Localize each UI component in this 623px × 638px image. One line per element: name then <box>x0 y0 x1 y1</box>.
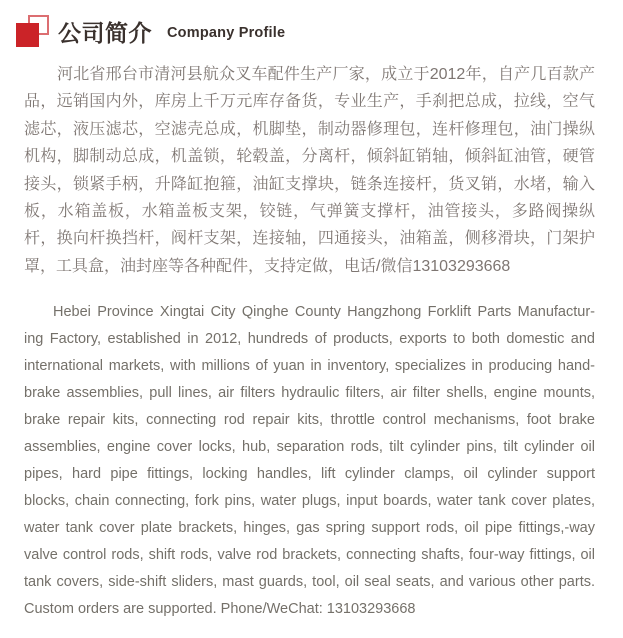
section-title-english: Company Profile <box>167 24 286 41</box>
text-line: pipes, hard pipe fittings, locking handles, lift cylinder clamps, oil cylinder support <box>24 466 595 483</box>
text-line: tank covers, side-shift sliders, mast guards, tool, oil seal seats, and various other parts. <box>24 574 595 591</box>
text-line: 罩，工具盒，油封座等各种配件，支持定做，电话/微信13103293668 <box>24 257 511 275</box>
text-line: international markets, with millions of yuan in inventory, specializes in producing hand- <box>24 358 595 375</box>
text-line: 接头，锁紧手柄，升降缸抱箍，油缸支撑块，链条连接杆，货叉销，水堵，输入 <box>24 175 595 193</box>
text-line: 滤芯，液压滤芯，空滤壳总成，机脚垫，制动器修理包，连杆修理包，油门操纵 <box>24 120 595 138</box>
text-line: Custom orders are supported. Phone/WeChat: 13103293668 <box>24 601 416 618</box>
profile-content <box>24 61 595 623</box>
text-line: valve control rods, shift rods, valve rod brackets, connecting shafts, four-way fittings, oil <box>24 547 595 564</box>
section-title-chinese: 公司简介 <box>58 19 152 46</box>
section-header <box>16 13 623 49</box>
overlapping-squares-icon <box>16 15 51 48</box>
text-line: ing Factory, established in 2012, hundreds of products, exports to both domestic and <box>24 331 595 348</box>
text-line: 河北省邢台市清河县航众叉车配件生产厂家，成立于2012年，自产几百款产 <box>57 66 595 83</box>
text-line: blocks, chain connecting, fork pins, water plugs, input boards, water tank cover plates, <box>24 493 595 510</box>
text-line: brake repair kits, connecting rod repair kits, throttle control mechanisms, foot brake <box>24 412 595 429</box>
text-line: 品，远销国内外，库房上千万元库存备货，专业生产，手刹把总成，拉线，空气 <box>24 93 595 111</box>
text-line: 板，水箱盖板，水箱盖板支架，铰链，气弹簧支撑杆，油管接头，多路阀操纵 <box>24 203 595 221</box>
company-profile-english-paragraph <box>24 299 595 623</box>
text-line: assemblies, engine cover locks, hub, separation rods, tilt cylinder pins, tilt cylinder oil <box>24 439 595 456</box>
text-line: brake assemblies, pull lines, air filters hydraulic filters, air filter shells, engine mounts, <box>24 385 595 402</box>
company-profile-chinese-paragraph <box>24 61 595 280</box>
text-line: 机构，脚制动总成，机盖锁，轮毂盖，分离杆，倾斜缸销轴，倾斜缸油管，硬管 <box>24 148 595 166</box>
solid-red-square-icon <box>16 23 39 47</box>
text-line: Hebei Province Xingtai City Qinghe County Hangzhong Forklift Parts Manufactur- <box>53 304 595 321</box>
text-line: water tank cover plate brackets, hinges, gas spring support rods, oil pipe fittings,-way <box>24 520 595 537</box>
text-line: 杆，换向杆换挡杆，阀杆支架，连接轴，四通接头，油箱盖，侧移滑块，门架护 <box>24 230 595 248</box>
